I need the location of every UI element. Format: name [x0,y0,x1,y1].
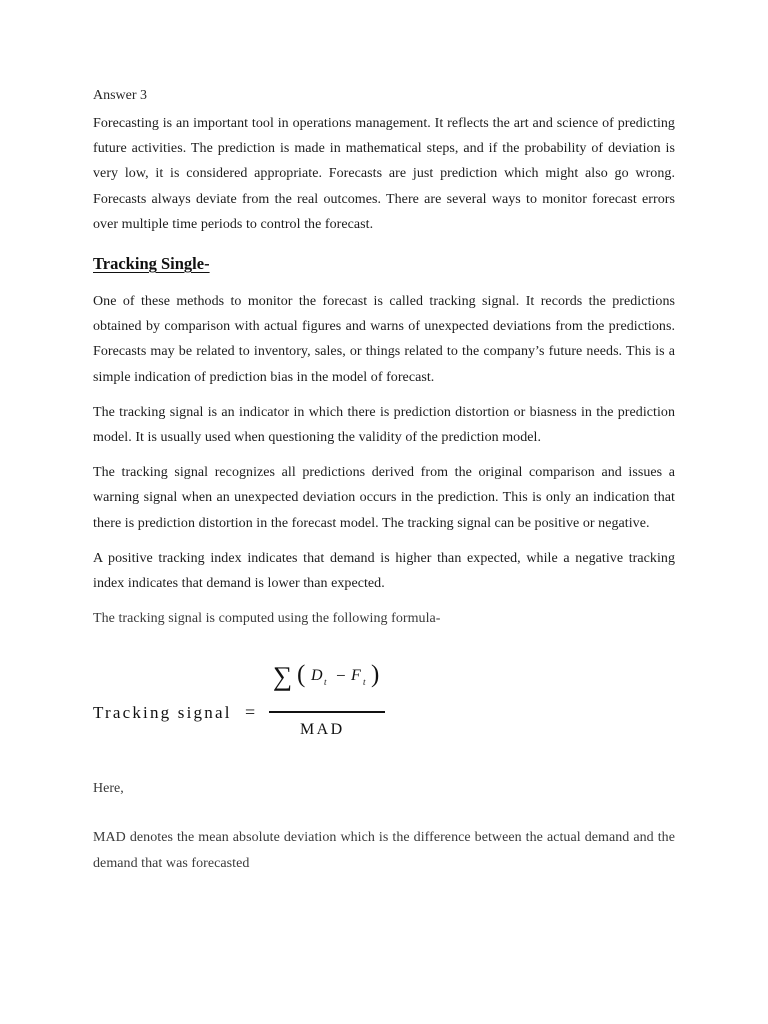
formula-open-paren: ( [297,661,306,689]
formula-lhs: Tracking signal [93,703,232,723]
paragraph-tracking-method: One of these methods to monitor the forecast is called tracking signal. It records the predictions obtained by comparison with actual figures and warns of unexpected deviations from the predictions. Forecasts may be related to inventory, sales, or things related to the company’s future needs. This is a simple indication of prediction bias in the model of forecast. [93,294,675,385]
here-label: Here, [93,781,124,797]
answer-label: Answer 3 [93,88,148,103]
formula-demand-subscript: t [324,677,327,688]
formula-equals: = [245,702,256,723]
paragraph-tracking-indicator: The tracking signal is an indicator in which there is prediction distortion or biasness in the prediction model. It is usually used when questioning the validity of the prediction model. [93,404,675,446]
paragraph-tracking-warning: The tracking signal recognizes all predictions derived from the original comparison and issues a warning signal when an unexpected deviation occurs in the prediction. This is only an indication that there is prediction distortion in the forecast model. The tracking signal can be positive or negative. [93,465,675,531]
formula-intro: The tracking signal is computed using the following formula- [93,611,441,627]
intro-paragraph: Forecasting is an important tool in operations management. It reflects the art and science of predicting future activities. The prediction is made in mathematical steps, and if the probability of deviation is very low, it is considered appropriate. Forecasts are just prediction which might also go wrong. Forecasts always deviate from the real outcomes. There are several ways to monitor forecast errors over multiple time periods to control the forecast. [93,116,675,232]
fraction-bar [269,711,385,712]
formula-forecast-subscript: t [363,677,366,688]
tracking-signal-formula [93,661,675,771]
formula-demand: D [311,667,323,685]
formula-close-paren: ) [371,661,380,689]
formula-minus: − [336,666,346,686]
summation-symbol: ∑ [273,661,293,692]
formula-numerator [273,661,385,701]
mad-definition: MAD denotes the mean absolute deviation which is the difference between the actual demand and the demand that was forecasted [93,830,675,871]
formula-denominator: MAD [300,721,345,739]
paragraph-tracking-index: A positive tracking index indicates that demand is higher than expected, while a negative tracking index indicates that demand is lower than expected. [93,550,675,592]
section-heading: Tracking Single- [93,254,210,274]
formula-forecast: F [351,667,361,685]
document-page [93,86,675,876]
